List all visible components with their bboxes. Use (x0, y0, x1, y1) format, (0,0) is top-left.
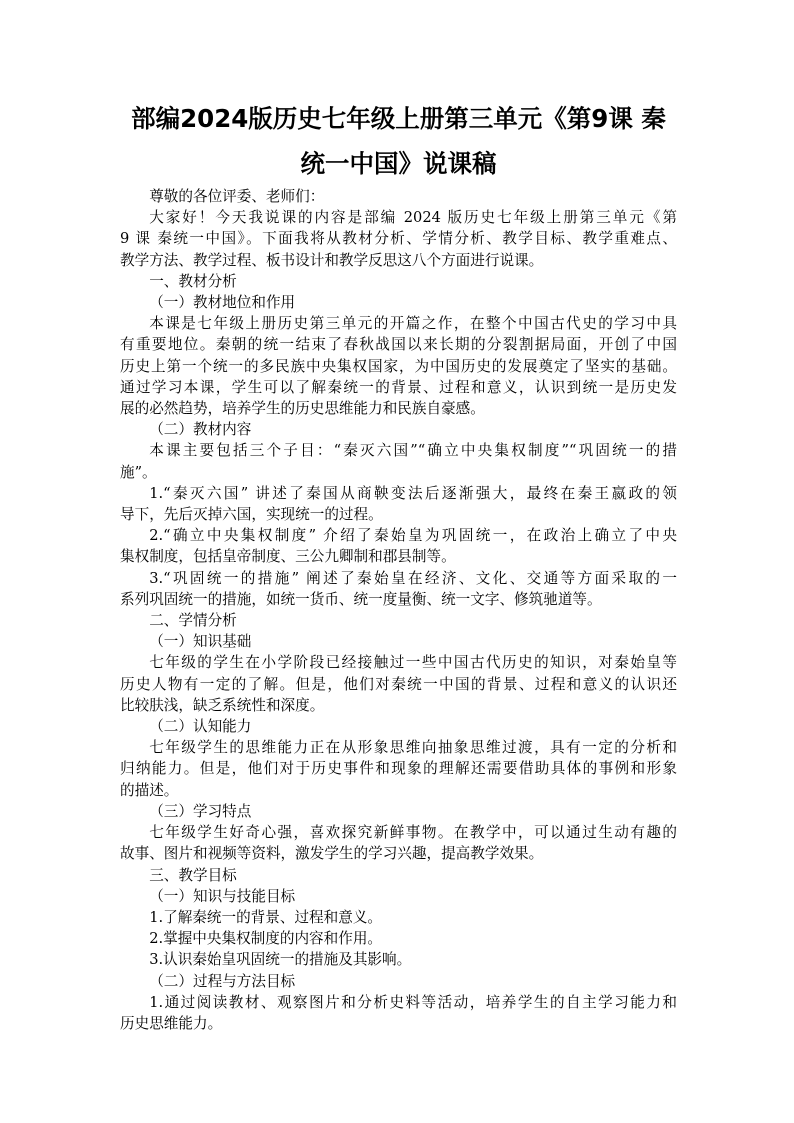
text-line: 教学方法、教学过程、板书设计和教学反思这八个方面进行说课。 (120, 251, 544, 269)
paragraph (120, 928, 677, 949)
paragraph (120, 631, 677, 652)
title-line-1: 部编2024版历史七年级上册第三单元《第9课 秦 (131, 104, 666, 133)
paragraph (120, 483, 677, 525)
paragraph (120, 737, 677, 801)
paragraph (120, 271, 677, 292)
text-line: 一、教材分析 (149, 272, 237, 290)
text-line: 七年级学生的思维能力正在从形象思维向抽象思维过渡，具有一定的分析和 (149, 739, 677, 757)
paragraph (120, 207, 677, 271)
text-line: 9 课 秦统一中国》。下面我将从教材分析、学情分析、教学目标、教学重难点、 (120, 230, 677, 248)
paragraph (120, 525, 677, 567)
paragraph (120, 949, 677, 970)
text-line: 本课主要包括三个子目：“秦灭六国”“确立中央集权制度”“巩固统一的措 (149, 442, 677, 460)
text-line: 2.“确立中央集权制度” 介绍了秦始皇为巩固统一，在政治上确立了中央 (149, 527, 677, 545)
text-line: 尊敬的各位评委、老师们： (149, 188, 325, 205)
text-line: （二）过程与方法目标 (149, 972, 296, 990)
text-line: 历史上第一个统一的多民族中央集权国家，为中国历史的发展奠定了坚实的基础。 (120, 357, 677, 375)
text-line: 通过学习本课，学生可以了解秦统一的背景、过程和意义，认识到统一是历史发 (120, 378, 677, 396)
text-line: 的描述。 (120, 781, 179, 799)
paragraph (120, 610, 677, 631)
text-line: 历史人物有一定的了解。但是，他们对秦统一中国的背景、过程和意义的认识还 (120, 675, 677, 693)
text-line: （一）知识基础 (149, 633, 252, 651)
text-line: 故事、图片和视频等资料，激发学生的学习兴趣，提高教学效果。 (120, 845, 544, 863)
document-title (120, 96, 677, 186)
document-body (120, 186, 677, 1034)
paragraph (120, 716, 677, 737)
text-line: 2.掌握中央集权制度的内容和作用。 (149, 930, 383, 948)
paragraph (120, 907, 677, 928)
text-line: 历史思维能力。 (120, 1014, 223, 1032)
text-line: 展的必然趋势，培养学生的历史思维能力和民族自豪感。 (120, 400, 485, 418)
text-line: 本课是七年级上册历史第三单元的开篇之作，在整个中国古代史的学习中具 (149, 315, 677, 333)
text-line: 集权制度，包括皇帝制度、三公九卿制和郡县制等。 (120, 548, 456, 566)
paragraph (120, 440, 677, 482)
text-line: 七年级学生好奇心强，喜欢探究新鲜事物。在教学中，可以通过生动有趣的 (149, 824, 677, 842)
paragraph (120, 801, 677, 822)
paragraph (120, 186, 677, 207)
paragraph (120, 313, 677, 419)
title-line-2: 统一中国》说课稿 (300, 149, 497, 178)
paragraph (120, 419, 677, 440)
paragraph (120, 971, 677, 992)
text-line: 三、教学目标 (149, 866, 237, 884)
text-line: 大家好！今天我说课的内容是部编 2024 版历史七年级上册第三单元《第 (149, 209, 677, 227)
paragraph (120, 822, 677, 864)
text-line: （二）教材内容 (149, 421, 252, 439)
text-line: 有重要地位。秦朝的统一结束了春秋战国以来长期的分裂割据局面，开创了中国 (120, 336, 677, 354)
text-line: 1.通过阅读教材、观察图片和分析史料等活动，培养学生的自主学习能力和 (149, 993, 677, 1011)
text-line: 系列巩固统一的措施，如统一货币、统一度量衡、统一文字、修筑驰道等。 (120, 590, 602, 608)
text-line: 归纳能力。但是，他们对于历史事件和现象的理解还需要借助具体的事例和形象 (120, 760, 677, 778)
text-line: 二、学情分析 (149, 612, 237, 630)
paragraph (120, 886, 677, 907)
paragraph (120, 865, 677, 886)
paragraph (120, 992, 677, 1034)
text-line: 1.了解秦统一的背景、过程和意义。 (149, 908, 383, 926)
paragraph (120, 292, 677, 313)
text-line: （一）知识与技能目标 (149, 887, 296, 905)
paragraph (120, 652, 677, 716)
text-line: （一）教材地位和作用 (149, 294, 296, 312)
text-line: 比较肤浅，缺乏系统性和深度。 (120, 696, 325, 714)
text-line: 导下，先后灭掉六国，实现统一的过程。 (120, 506, 383, 524)
text-line: 施”。 (120, 463, 157, 481)
text-line: 1.“秦灭六国” 讲述了秦国从商鞅变法后逐渐强大，最终在秦王嬴政的领 (149, 484, 677, 502)
text-line: 七年级的学生在小学阶段已经接触过一些中国古代历史的知识，对秦始皇等 (149, 654, 677, 672)
text-line: 3.认识秦始皇巩固统一的措施及其影响。 (149, 951, 412, 969)
paragraph (120, 568, 677, 610)
text-line: （二）认知能力 (149, 718, 252, 736)
text-line: 3.“巩固统一的措施” 阐述了秦始皇在经济、文化、交通等方面采取的一 (149, 569, 677, 587)
text-line: （三）学习特点 (149, 802, 252, 820)
